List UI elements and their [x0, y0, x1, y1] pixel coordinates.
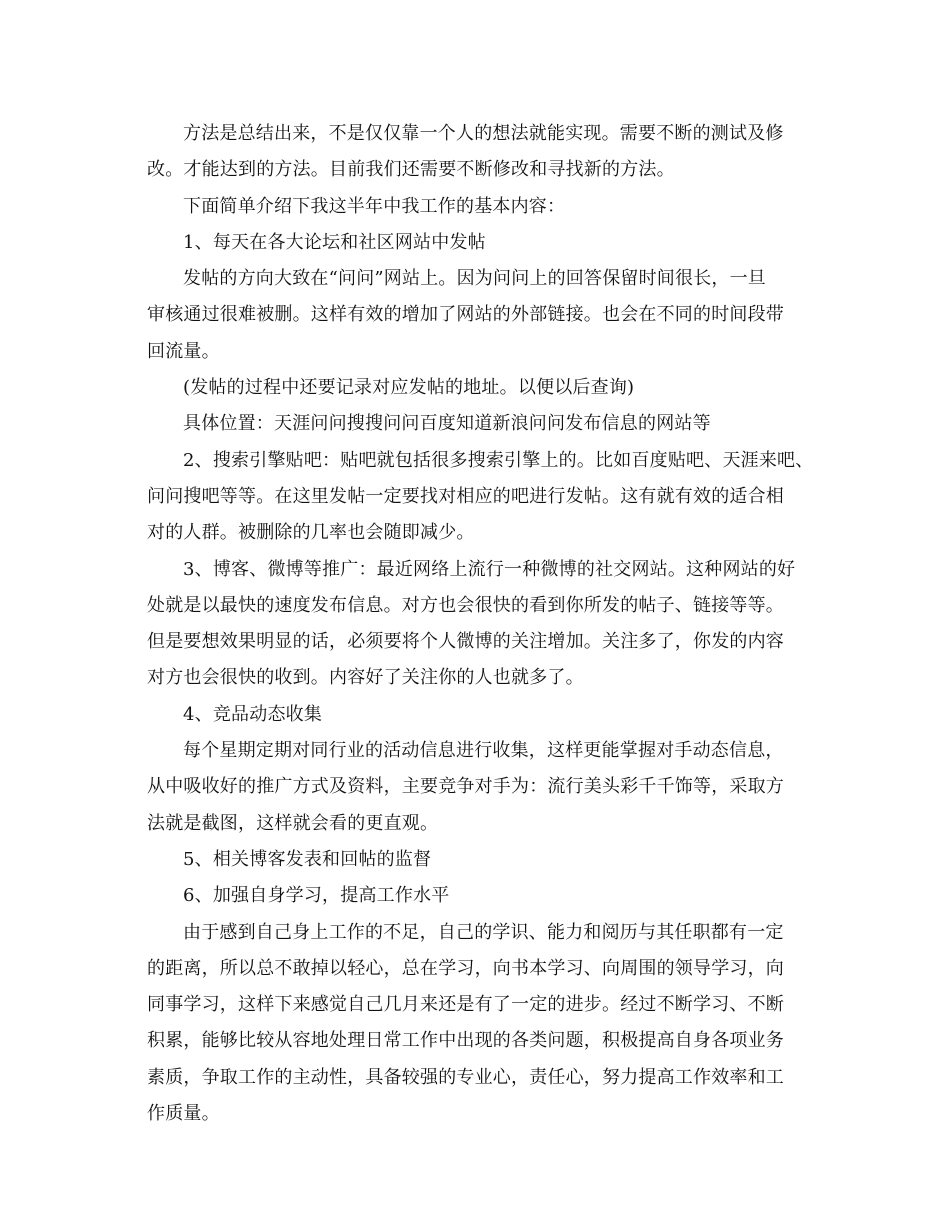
text-line: 问问搜吧等等。在这里发帖一定要找对相应的吧进行发帖。这有就有效的适合相 [147, 485, 784, 507]
text-line: 的距离，所以总不敢掉以轻心，总在学习，向书本学习、向周围的领导学习，向 [147, 957, 784, 979]
text-line: 由于感到自己身上工作的不足，自己的学识、能力和阅历与其任职都有一定 [183, 921, 784, 943]
text-line: 回流量。 [147, 340, 220, 362]
text-line: 3、博客、微博等推广：最近网络上流行一种微博的社交网站。这种网站的好 [183, 558, 796, 580]
text-line: 从中吸收好的推广方式及资料，主要竞争对手为：流行美头彩千千饰等，采取方 [147, 776, 784, 798]
text-line: 法就是截图，这样就会看的更直观。 [147, 812, 439, 834]
text-line: 2、搜索引擎贴吧：贴吧就包括很多搜索引擎上的。比如百度贴吧、天涯来吧、 [183, 449, 814, 471]
text-line: 具体位置：天涯问问搜搜问问百度知道新浪问问发布信息的网站等 [183, 413, 711, 435]
text-line: 下面简单介绍下我这半年中我工作的基本内容： [183, 195, 566, 217]
text-line: 同事学习，这样下来感觉自己几月来还是有了一定的进步。经过不断学习、不断 [147, 994, 784, 1016]
text-line: 5、相关博客发表和回帖的监督 [183, 848, 432, 870]
text-line: 对方也会很快的收到。内容好了关注你的人也就多了。 [147, 667, 584, 689]
text-line: (发帖的过程中还要记录对应发帖的地址。以便以后查询) [183, 377, 635, 399]
text-line: 作质量。 [147, 1103, 220, 1125]
text-line: 6、加强自身学习，提高工作水平 [183, 885, 450, 907]
text-line: 处就是以最快的速度发布信息。对方也会很快的看到你所发的帖子、链接等等。 [147, 594, 784, 616]
document-body [147, 116, 827, 1132]
text-line: 积累，能够比较从容地处理日常工作中出现的各类问题，积极提高自身各项业务 [147, 1030, 784, 1052]
text-line: 发帖的方向大致在“问问”网站上。因为问问上的回答保留时间很长，一旦 [183, 268, 767, 290]
text-line: 但是要想效果明显的话，必须要将个人微博的关注增加。关注多了，你发的内容 [147, 631, 784, 653]
text-line: 1、每天在各大论坛和社区网站中发帖 [183, 231, 486, 253]
text-line: 改。才能达到的方法。目前我们还需要不断修改和寻找新的方法。 [147, 159, 675, 181]
text-line: 素质，争取工作的主动性，具备较强的专业心，责任心，努力提高工作效率和工 [147, 1066, 784, 1088]
text-line: 每个星期定期对同行业的活动信息进行收集，这样更能掌握对手动态信息， [183, 740, 784, 762]
text-line: 对的人群。被删除的几率也会随即减少。 [147, 522, 475, 544]
text-line: 方法是总结出来，不是仅仅靠一个人的想法就能实现。需要不断的测试及修 [183, 123, 784, 144]
text-line: 审核通过很难被删。这样有效的增加了网站的外部链接。也会在不同的时间段带 [147, 304, 784, 326]
text-line: 4、竞品动态收集 [183, 703, 323, 725]
